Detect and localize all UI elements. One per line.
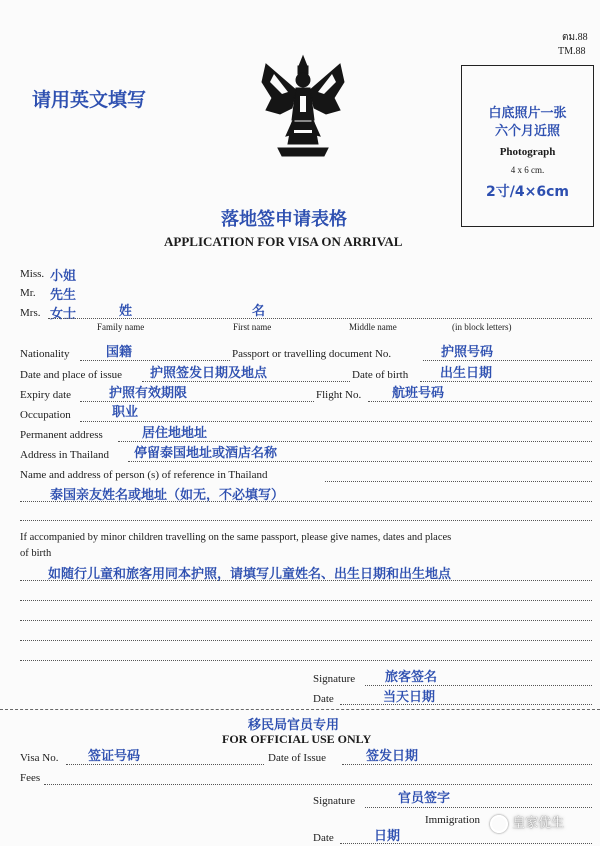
- instruction-text: 请用英文填写: [32, 89, 147, 111]
- middle-name-label: Middle name: [349, 322, 397, 332]
- reference-cn: 泰国亲友姓名或地址（如无，不必填写）: [50, 488, 285, 503]
- salutation-miss[interactable]: Miss.: [20, 268, 45, 280]
- visa-no-line[interactable]: [66, 764, 264, 765]
- officer-date-label: Date: [313, 832, 334, 844]
- dob-label: Date of birth: [352, 369, 409, 381]
- visa-no-cn: 签证号码: [88, 749, 141, 764]
- permanent-address-label: Permanent address: [20, 429, 103, 441]
- date-of-issue-cn: 签发日期: [366, 749, 419, 764]
- children-line-3[interactable]: [20, 620, 592, 621]
- salutation-mrs-cn: 女士: [50, 307, 77, 322]
- issue-date-place-cn: 护照签发日期及地点: [150, 366, 268, 381]
- applicant-date-label: Date: [313, 693, 334, 705]
- dob-cn: 出生日期: [440, 366, 493, 381]
- expiry-cn: 护照有效期限: [109, 386, 188, 401]
- photo-cn-line2: 六个月近照: [494, 124, 560, 139]
- reference-line-2[interactable]: [20, 501, 592, 502]
- fees-line[interactable]: [44, 784, 592, 785]
- thailand-address-line[interactable]: [128, 461, 592, 462]
- children-label-line1: If accompanied by minor children travelling on the same passport, please give names, dates and places: [20, 532, 452, 543]
- passport-label: Passport or travelling document No.: [232, 348, 392, 360]
- children-line-4[interactable]: [20, 640, 592, 641]
- flight-label: Flight No.: [316, 389, 362, 401]
- family-name-label: Family name: [97, 322, 145, 332]
- officer-signature-cn: 官员签字: [398, 791, 451, 806]
- visa-no-label: Visa No.: [20, 752, 59, 764]
- garuda-emblem-icon: [258, 52, 348, 160]
- name-line[interactable]: [48, 318, 592, 319]
- dob-line[interactable]: [420, 381, 592, 382]
- issue-date-place-label: Date and place of issue: [20, 369, 123, 381]
- officer-date-cn: 日期: [374, 829, 401, 844]
- salutation-miss-cn: 小姐: [50, 269, 77, 284]
- given-name-cn: 名: [252, 304, 266, 319]
- official-title-cn: 移民局官员专用: [248, 718, 340, 733]
- photo-label: Photograph: [499, 146, 556, 158]
- watermark-text: 皇家优生: [512, 816, 565, 831]
- salutation-mr-cn: 先生: [50, 288, 77, 303]
- applicant-signature-label: Signature: [313, 673, 356, 685]
- officer-signature-label: Signature: [313, 795, 356, 807]
- nationality-label: Nationality: [20, 348, 70, 360]
- chat-icon: [490, 815, 508, 833]
- date-of-issue-line[interactable]: [342, 764, 592, 765]
- reference-label: Name and address of person (s) of reference in Thailand: [20, 469, 268, 481]
- photo-box[interactable]: [461, 65, 594, 227]
- photo-size: 4 x 6 cm.: [510, 165, 545, 175]
- thailand-address-cn: 停留泰国地址或酒店名称: [134, 446, 278, 461]
- form-code-thai: ตม.88: [562, 32, 588, 43]
- expiry-label: Expiry date: [20, 389, 72, 401]
- block-letters-label: (in block letters): [452, 322, 512, 332]
- form-code: TM.88: [558, 46, 586, 57]
- applicant-date-line[interactable]: [340, 704, 592, 705]
- watermark: [490, 812, 564, 833]
- flight-line[interactable]: [368, 401, 592, 402]
- children-line-2[interactable]: [20, 600, 592, 601]
- first-name-label: First name: [233, 322, 272, 332]
- passport-cn: 护照号码: [441, 345, 494, 360]
- occupation-cn: 职业: [112, 405, 139, 420]
- passport-line[interactable]: [423, 360, 592, 361]
- fees-label: Fees: [20, 772, 41, 784]
- title-cn: 落地签申请表格: [221, 209, 347, 230]
- salutation-mrs[interactable]: Mrs.: [20, 307, 41, 319]
- date-of-issue-label: Date of Issue: [268, 752, 327, 764]
- reference-line-3[interactable]: [20, 520, 592, 521]
- photo-cn-line1: 白底照片一张: [488, 106, 567, 121]
- salutation-mr[interactable]: Mr.: [20, 287, 36, 299]
- children-line-1[interactable]: [20, 580, 592, 581]
- title-en: APPLICATION FOR VISA ON ARRIVAL: [164, 234, 403, 249]
- surname-cn: 姓: [119, 304, 133, 319]
- permanent-address-cn: 居住地地址: [142, 426, 208, 441]
- photo-cn-size: 2寸/4×6cm: [486, 184, 569, 200]
- occupation-label: Occupation: [20, 409, 71, 421]
- reference-line-1[interactable]: [325, 481, 592, 482]
- applicant-date-cn: 当天日期: [383, 690, 436, 705]
- official-title-en: FOR OFFICIAL USE ONLY: [222, 732, 372, 746]
- children-cn: 如随行儿童和旅客用同本护照，请填写儿童姓名、出生日期和出生地点: [48, 567, 452, 582]
- thailand-address-label: Address in Thailand: [20, 449, 110, 461]
- immigration-label: Immigration: [425, 814, 480, 826]
- nationality-cn: 国籍: [106, 345, 133, 360]
- officer-signature-line[interactable]: [365, 807, 592, 808]
- flight-cn: 航班号码: [392, 386, 445, 401]
- applicant-signature-cn: 旅客签名: [385, 670, 438, 685]
- official-divider: [0, 709, 600, 710]
- children-line-5[interactable]: [20, 660, 592, 661]
- children-label-line2: of birth: [20, 548, 52, 559]
- nationality-line[interactable]: [80, 360, 230, 361]
